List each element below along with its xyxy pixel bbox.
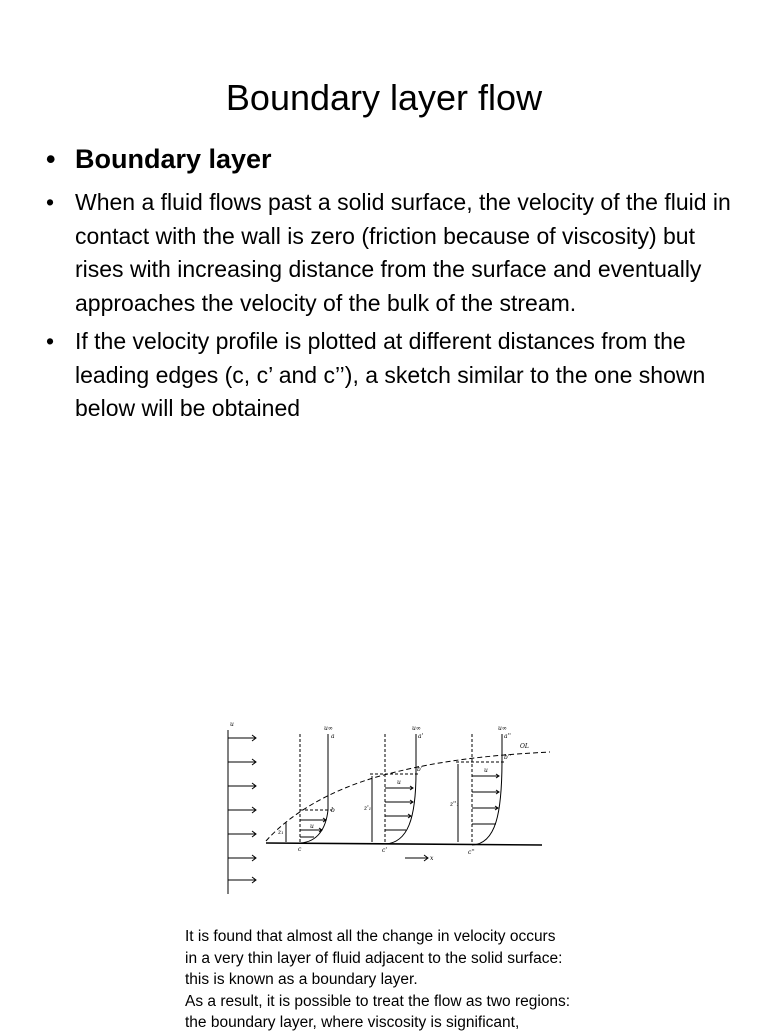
label-z2: z'₁ — [364, 805, 372, 812]
label-a3: a'' — [504, 733, 511, 740]
label-a2: a' — [418, 733, 424, 740]
caption-line: the boundary layer, where viscosity is significant, — [185, 1014, 520, 1031]
velocity-profile-c-prime — [370, 734, 418, 844]
label-u2: u — [397, 779, 401, 786]
bullet-list — [44, 140, 734, 431]
label-u-axis: u — [230, 721, 234, 728]
label-c2: c' — [382, 847, 388, 854]
velocity-profile-c — [286, 734, 332, 843]
slide-title: Boundary layer flow — [225, 77, 543, 118]
bullet-item: • When a fluid flows past a solid surface, the velocity of the fluid in contact with the wall is zero (friction because of viscosity) but rises with increasing distance from the surface and eventually approaches the velocity of the bulk of the stream. — [44, 186, 734, 320]
label-u-inf-1: u∞ — [324, 725, 333, 732]
label-z1: z₁ — [278, 829, 284, 836]
label-ol: OL — [520, 743, 529, 750]
label-a1: a — [331, 733, 335, 740]
figure-caption — [185, 926, 655, 1034]
label-u3: u — [484, 767, 488, 774]
bullet-item: • If the velocity profile is plotted at different distances from the leading edges (c, c’ and c’’), a sketch similar to the one shown below will be obtained — [44, 325, 734, 426]
solid-surface-line — [266, 843, 542, 845]
label-b1: b — [331, 807, 335, 814]
caption-line: this is known as a boundary layer. — [185, 971, 418, 988]
caption-line: in a very thin layer of fluid adjacent to the solid surface: — [185, 949, 563, 967]
velocity-profile-c-double-prime — [456, 734, 504, 845]
boundary-layer-diagram — [220, 718, 565, 898]
label-u-inf-2: u∞ — [412, 725, 421, 732]
label-u1: u — [310, 823, 314, 830]
label-b2: b' — [417, 766, 423, 773]
label-b3: b'' — [504, 754, 512, 761]
label-z3: z''₁ — [450, 801, 459, 808]
caption-line: It is found that almost all the change in velocity occurs — [185, 928, 556, 945]
caption-line: As a result, it is possible to treat the flow as two regions: — [185, 992, 571, 1010]
label-c3: c'' — [468, 849, 475, 856]
label-c1: c — [298, 846, 302, 853]
label-u-inf-3: u∞ — [498, 725, 507, 732]
label-x-axis: x — [430, 855, 434, 862]
bullet-heading: • Boundary layer — [44, 140, 734, 178]
approach-velocity-arrows — [228, 735, 256, 883]
